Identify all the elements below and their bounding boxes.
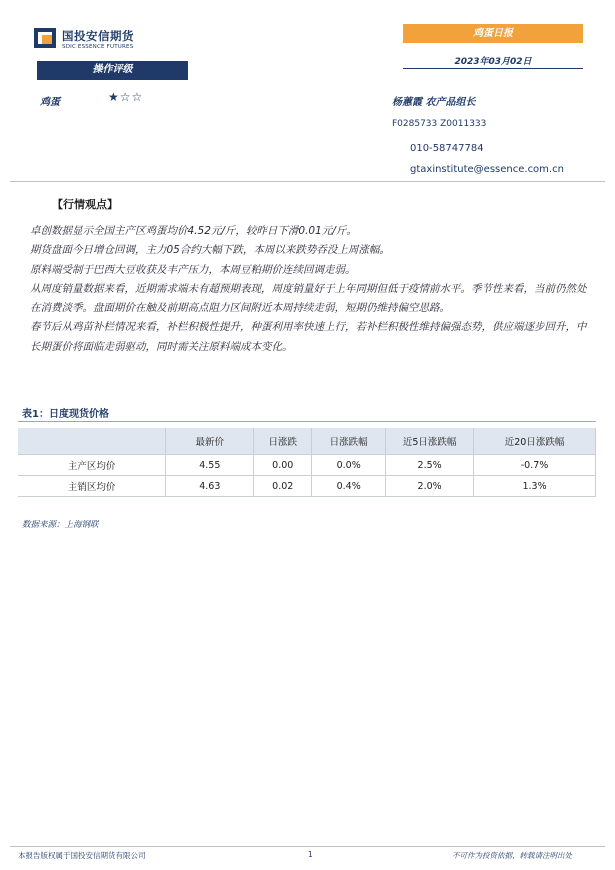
table-header-cell: 最新价: [166, 428, 254, 455]
header-divider: [10, 181, 605, 182]
table-cell: -0.7%: [474, 455, 596, 476]
footer-copyright: 本报告版权属于国投安信期货有限公司: [18, 851, 146, 860]
date-underline: [403, 68, 583, 69]
analyst-email[interactable]: gtaxinstitute@essence.com.cn: [410, 164, 564, 175]
footer-divider: [10, 846, 605, 847]
table-header-cell: 近20日涨跌幅: [474, 428, 596, 455]
table-cell: 0.00: [254, 455, 312, 476]
market-view-paragraph: 原料端受制于巴西大豆收获及丰产压力，本周豆粕期价连续回调走弱。: [30, 263, 356, 276]
table-cell: 2.0%: [386, 476, 474, 497]
table-cell: 主产区均价: [18, 455, 166, 476]
product-name: 鸡蛋: [40, 97, 60, 108]
table-cell: 1.3%: [474, 476, 596, 497]
table-header-row: [18, 428, 596, 455]
market-view-body: [30, 222, 595, 357]
report-date: 2023年03月02日: [454, 57, 532, 67]
rating-header: 操作评级: [37, 61, 188, 79]
table-row: [18, 455, 596, 476]
analyst-phone: 010-58747784: [410, 143, 484, 154]
logo-text-cn: 国投安信期货: [62, 29, 134, 43]
company-logo-icon: [34, 28, 56, 48]
market-view-paragraph: 期货盘面今日增仓回调，主力05合约大幅下跌，本周以来跌势吞没上周涨幅。: [30, 244, 390, 257]
rating-stars-icon: ★☆☆: [108, 90, 144, 104]
page-number: 1: [308, 850, 313, 859]
footer-disclaimer: 不可作为投资依据，转载请注明出处: [452, 851, 572, 860]
table-title: 表1：日度现货价格: [22, 409, 109, 420]
report-type-banner: 鸡蛋日报: [403, 24, 583, 43]
data-source: 数据来源：上海钢联: [22, 520, 99, 530]
table-header-cell: 日涨跌: [254, 428, 312, 455]
table-header-cell: 近5日涨跌幅: [386, 428, 474, 455]
table-cell: 4.63: [166, 476, 254, 497]
market-view-paragraph: 从周度销量数据来看，近期需求端未有超预期表现，周度销量好于上年同期但低于疫情前水平。季节性来看，当前仍然处在消费淡季。盘面期价在触及前期高点阻力区间附近本周持续走弱，短期仍维持偏空思路。: [30, 282, 587, 315]
table-row: [18, 476, 596, 497]
table-header-cell: [18, 428, 166, 455]
table-cell: 0.4%: [312, 476, 386, 497]
market-view-paragraph: 春节后从鸡苗补栏情况来看，补栏积极性提升，种蛋利用率快速上行，若补栏积极性维持偏强态势，供应端逐步回升，中长期蛋价将面临走弱驱动，同时需关注原料端成本变化。: [30, 321, 587, 353]
market-view-paragraph: 卓创数据显示全国主产区鸡蛋均价4.52元/斤，较昨日下滑0.01元/斤。: [30, 225, 357, 237]
analyst-name: 杨蕙霞 农产品组长: [392, 97, 476, 108]
table-cell: 主销区均价: [18, 476, 166, 497]
table-cell: 4.55: [166, 455, 254, 476]
market-view-title: 【行情观点】: [52, 198, 118, 211]
table-cell: 0.0%: [312, 455, 386, 476]
table-title-underline: [18, 421, 596, 422]
rating-underline: [37, 79, 188, 80]
table-cell: 2.5%: [386, 455, 474, 476]
logo-text-en: SDIC ESSENCE FUTURES: [62, 44, 134, 50]
analyst-license: F0285733 Z0011333: [392, 119, 487, 129]
spot-price-table: [18, 428, 596, 497]
table-header-cell: 日涨跌幅: [312, 428, 386, 455]
table-cell: 0.02: [254, 476, 312, 497]
